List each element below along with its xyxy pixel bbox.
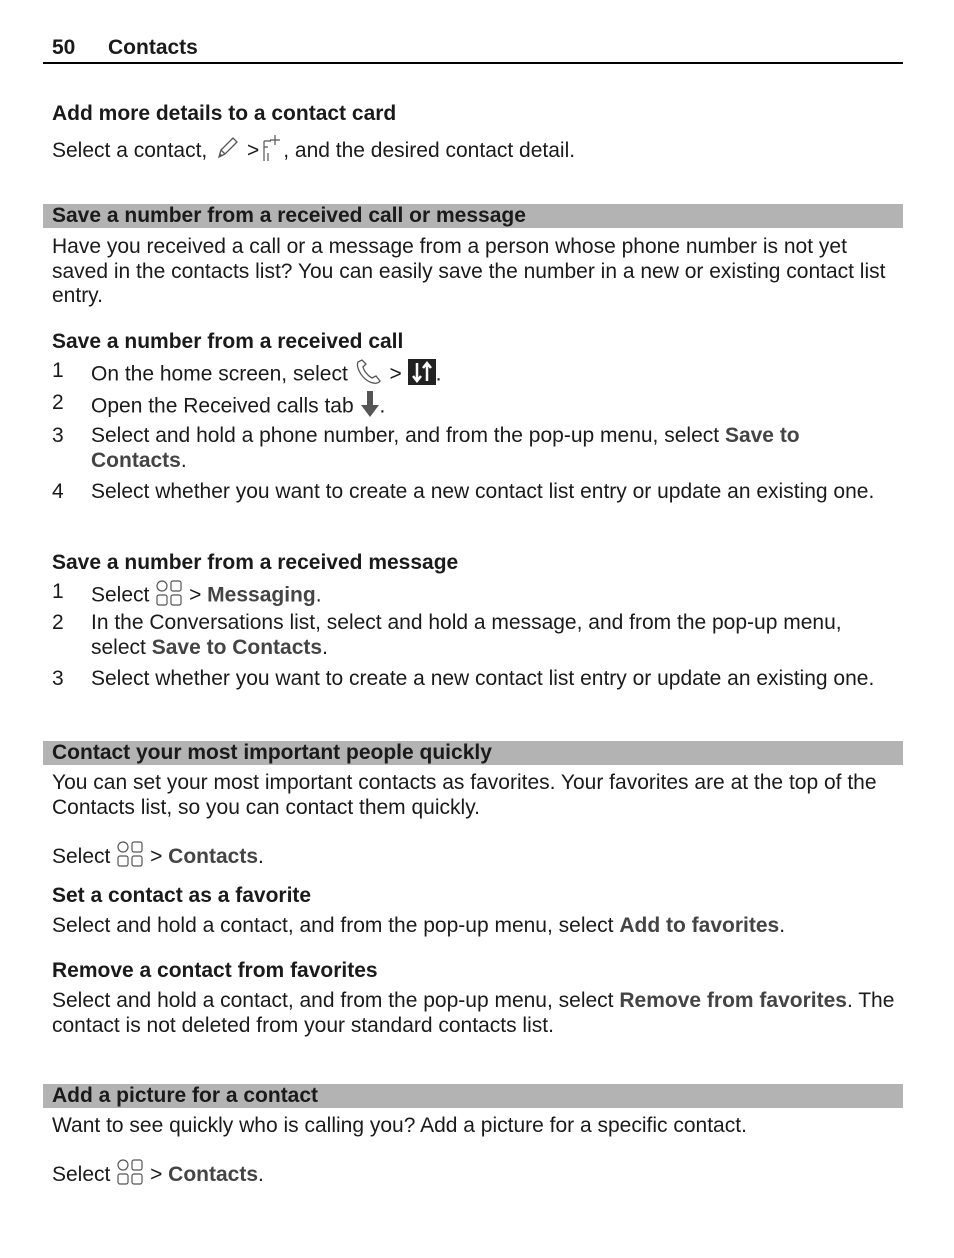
set-favorite-text [52, 914, 902, 939]
heading-set-favorite: Set a contact as a favorite [52, 884, 312, 907]
step-number: 3 [52, 667, 64, 690]
text-fragment: Select and hold a contact, and from the pop-up menu, select [52, 914, 614, 937]
step-text: Select whether you want to create a new contact list entry or update an existing one. [91, 667, 875, 690]
step-text: > [389, 362, 402, 386]
step-text: Select [91, 583, 150, 607]
page-number: 50 [52, 36, 76, 59]
heading-received-message: Save a number from a received message [52, 551, 459, 574]
text-fragment: . [779, 914, 786, 937]
remove-favorite-text [52, 989, 902, 1038]
heading-received-call: Save a number from a received call [52, 330, 404, 353]
menu-grid-icon [155, 579, 183, 613]
section-band-favorites [43, 741, 903, 765]
heading-add-details: Add more details to a contact card [52, 102, 397, 125]
menu-command: Messaging [207, 583, 316, 607]
heading-remove-favorite: Remove a contact from favorites [52, 959, 378, 982]
phone-icon [354, 358, 384, 392]
call-log-icon [408, 359, 436, 391]
section-title: Add a picture for a contact [52, 1084, 319, 1107]
step-text: Select whether you want to create a new contact list entry or update an existing one. [91, 480, 875, 503]
pencil-icon [213, 134, 241, 169]
menu-command: Save to Contacts [151, 636, 323, 659]
menu-command: Contacts [168, 1162, 259, 1186]
step-text: . [322, 636, 328, 659]
received-arrow-icon [360, 390, 380, 424]
step-number: 2 [52, 611, 64, 634]
menu-command: Remove from favorites [619, 989, 847, 1012]
step-text: . [435, 362, 442, 386]
text-fragment: Select and hold a contact, and from the pop-up menu, select [52, 989, 614, 1012]
favorites-intro: You can set your most important contacts as favorites. Your favorites are at the top of the Contacts list, so you can contact them quickly. [52, 771, 877, 819]
step-text: > [189, 583, 202, 607]
text-fragment: . [258, 844, 264, 868]
step-number: 1 [52, 580, 64, 603]
menu-command: Contacts [168, 844, 259, 868]
add-details-text [52, 133, 902, 170]
favorites-select-path [52, 840, 902, 875]
text-fragment: Select [52, 844, 111, 868]
page-header [52, 36, 198, 60]
chapter-title: Contacts [108, 36, 198, 59]
step-text: On the home screen, select [91, 362, 348, 386]
text-fragment: > [246, 138, 260, 162]
text-fragment: , and the desired contact detail. [283, 138, 576, 162]
step-number: 1 [52, 359, 64, 382]
text-fragment: > [150, 1162, 163, 1186]
section-band-picture [43, 1084, 903, 1108]
section-band-save-number [43, 204, 903, 228]
picture-intro: Want to see quickly who is calling you? Add a picture for a specific contact. [52, 1114, 747, 1137]
section-title: Contact your most important people quickly [52, 741, 492, 764]
menu-grid-icon [116, 840, 144, 875]
header-rule [43, 62, 903, 64]
step-number: 4 [52, 480, 64, 503]
step-text: . [379, 394, 386, 418]
text-fragment: . [258, 1162, 264, 1186]
save-number-intro: Have you received a call or a message from a person whose phone number is not yet saved in the contacts list? You can easily save the number in a new or existing contact list entry. [52, 235, 886, 307]
add-detail-icon [259, 133, 283, 170]
menu-grid-icon [116, 1158, 144, 1193]
step-text: Open the Received calls tab [91, 394, 354, 418]
step-text: . [315, 583, 322, 607]
step-text: Select and hold a phone number, and from the pop-up menu, select [91, 424, 720, 447]
step-number: 2 [52, 391, 64, 414]
step-number: 3 [52, 424, 64, 447]
step-text: . [180, 449, 187, 472]
step-text: In the Conversations list, select and hold a message, and from the pop-up menu, select [91, 611, 842, 659]
section-title: Save a number from a received call or message [52, 204, 526, 227]
picture-select-path [52, 1158, 902, 1193]
text-fragment: Select [52, 1162, 111, 1186]
text-fragment: > [150, 844, 163, 868]
menu-command: Add to favorites [619, 914, 780, 937]
text-fragment: Select a contact, [52, 138, 208, 162]
menu-command: Save to Contacts [91, 424, 800, 472]
text-fragment: . The contact is not deleted from your standard contacts list. [52, 989, 895, 1037]
